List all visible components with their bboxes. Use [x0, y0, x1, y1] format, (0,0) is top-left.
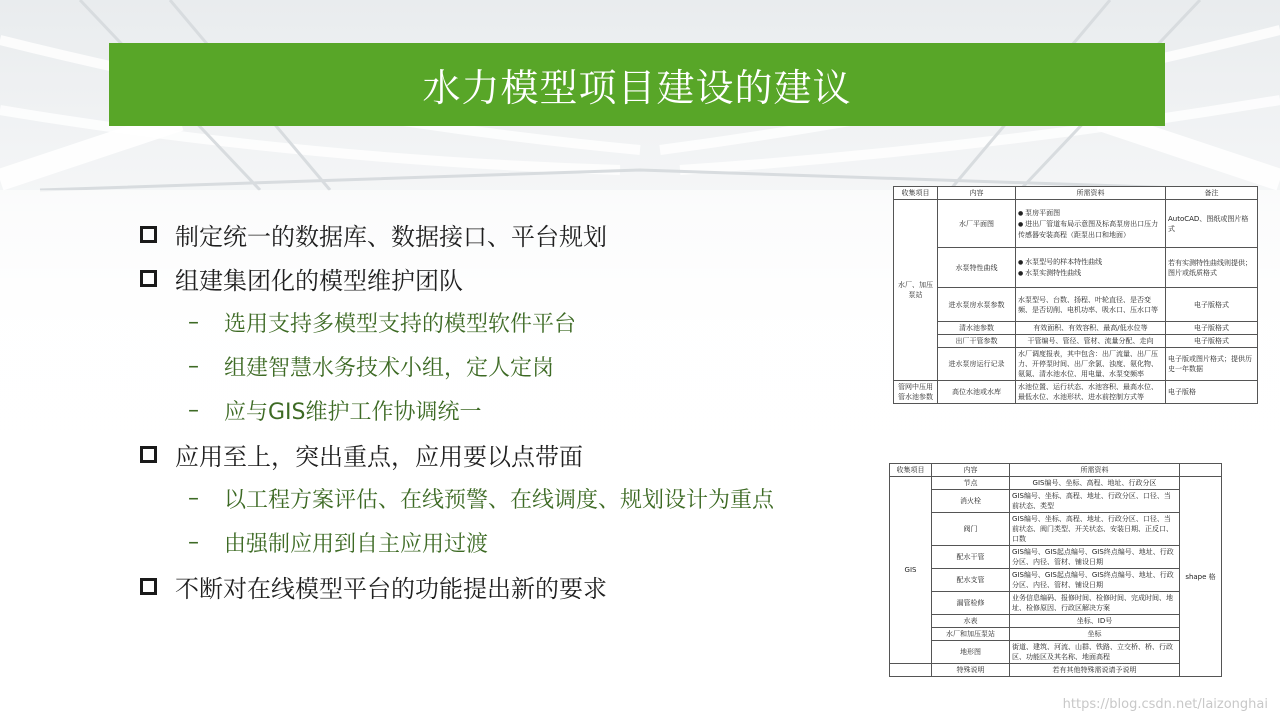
table-row: [890, 546, 1222, 569]
table-header-cell: 收集项目: [890, 464, 932, 477]
note-cell: 若有实测特性曲线则提供；图片或纸质格式: [1166, 248, 1258, 288]
table-row: [890, 664, 1222, 677]
content-cell: 地形图: [932, 641, 1010, 664]
table-header-row: [890, 464, 1222, 477]
dash-bullet-icon: –: [188, 309, 199, 335]
hollow-square-bullet-icon: [140, 226, 157, 243]
table-row: [890, 615, 1222, 628]
bullet-text: 不断对在线模型平台的功能提出新的要求: [175, 574, 607, 603]
data-cell: GIS编号、坐标、高程、地址、行政分区: [1010, 477, 1180, 490]
content-cell: 高位水池或水库: [938, 381, 1016, 404]
table-header-cell: 内容: [932, 464, 1010, 477]
content-cell: 出厂干管参数: [938, 335, 1016, 348]
content-cell: 水泵特性曲线: [938, 248, 1016, 288]
data-cell: 水泵型号、台数、扬程、叶轮直径、是否变频、是否切削、电机功率、吸水口、压水口等: [1016, 288, 1166, 322]
data-cell: 若有其他特殊需说请予说明: [1010, 664, 1180, 677]
content-cell: 水表: [932, 615, 1010, 628]
sub-bullet-item: [140, 300, 860, 344]
bullet-item: [140, 212, 860, 256]
dash-bullet-icon: –: [188, 529, 199, 555]
sub-bullet-item: [140, 388, 860, 432]
table-row: [890, 477, 1222, 490]
dash-bullet-icon: –: [188, 485, 199, 511]
data-cell: GIS编号、坐标、高程、地址、行政分区、口径、当前状态、类型: [1010, 490, 1180, 513]
page-title: 水力模型项目建设的建议: [422, 66, 852, 110]
content-cell: 清水池参数: [938, 322, 1016, 335]
table-row: [890, 569, 1222, 592]
sub-bullet-text: 应与GIS维护工作协调统一: [224, 399, 482, 425]
sub-bullet-item: [140, 520, 860, 564]
content-cell: 进水泵房运行记录: [938, 348, 1016, 381]
table-row: [890, 641, 1222, 664]
empty-cell: [890, 664, 932, 677]
table-row: [894, 200, 1258, 248]
title-bar: [109, 43, 1165, 126]
table-row: [894, 288, 1258, 322]
hollow-square-bullet-icon: [140, 578, 157, 595]
sub-bullet-item: [140, 476, 860, 520]
content-cell: 配水支管: [932, 569, 1010, 592]
table-row: [894, 348, 1258, 381]
dash-bullet-icon: –: [188, 353, 199, 379]
table-row: [890, 490, 1222, 513]
bullet-text: 应用至上，突出重点，应用要以点带面: [175, 442, 583, 471]
list-item: ● 水泵型号的样本特性曲线: [1018, 257, 1163, 268]
hollow-square-bullet-icon: [140, 446, 157, 463]
bullet-item: [140, 432, 860, 476]
content-cell: 阀门: [932, 513, 1010, 546]
data-cell: GIS编号、坐标、高程、地址、行政分区、口径、当前状态、阀门类型、开关状态、安装日期、正反口、口数: [1010, 513, 1180, 546]
list-item: ● 泵房平面图: [1018, 208, 1163, 219]
data-cell: 业务信息编码、报修时间、检修时间、完成时间、地址、检修原因、行政区解决方案: [1010, 592, 1180, 615]
watermark: https://blog.csdn.net/laizonghai: [1062, 697, 1268, 712]
data-cell: 坐标、ID号: [1010, 615, 1180, 628]
plant-data-table: [893, 186, 1258, 404]
table-header-cell: 备注: [1166, 187, 1258, 200]
sub-bullet-text: 选用支持多模型支持的模型软件平台: [224, 311, 577, 337]
list-item: ● 进出厂管道布局示意图及标高泵房出口压力传感器安装高程（距泵出口和地面）: [1018, 219, 1163, 240]
table-header-cell: 内容: [938, 187, 1016, 200]
content-cell: 消火栓: [932, 490, 1010, 513]
hollow-square-bullet-icon: [140, 270, 157, 287]
table-header-cell: 所需资料: [1016, 187, 1166, 200]
bullet-item: [140, 564, 860, 608]
data-cell: GIS编号、GIS起点编号、GIS终点编号、地址、行政分区、内径、管材、铺设日期: [1010, 569, 1180, 592]
note-cell: 电子版格: [1166, 381, 1258, 404]
sub-bullet-text: 组建智慧水务技术小组，定人定岗: [224, 355, 555, 381]
content-cell: 漏管检修: [932, 592, 1010, 615]
table-header-cell: 收集项目: [894, 187, 938, 200]
dash-bullet-icon: –: [188, 397, 199, 423]
table-header-row: [894, 187, 1258, 200]
content-cell: 水厂和加压泵站: [932, 628, 1010, 641]
table-row: [890, 513, 1222, 546]
list-item: ● 水泵实测特性曲线: [1018, 268, 1163, 279]
bullet-text: 制定统一的数据库、数据接口、平台规划: [175, 222, 607, 251]
table-row: [890, 592, 1222, 615]
table-row: [894, 381, 1258, 404]
group-cell: 管网中压用管水池参数: [894, 381, 938, 404]
data-cell: 干管编号、管径、管材、流量分配、走向: [1016, 335, 1166, 348]
data-cell: 水厂调度报表，其中包含：出厂流量、出厂压力、开停泵时间、出厂余氯、浊度、氨化物、氨氮、清水池水位、用电量、水泵变频率: [1016, 348, 1166, 381]
data-cell: GIS编号、GIS起点编号、GIS终点编号、地址、行政分区、内径、管材、铺设日期: [1010, 546, 1180, 569]
content-cell: 特殊说明: [932, 664, 1010, 677]
table-row: [894, 322, 1258, 335]
table-row: [894, 335, 1258, 348]
group-cell: GIS: [890, 477, 932, 664]
content-cell: 进水泵房水泵参数: [938, 288, 1016, 322]
data-cell: 水池位置、运行状态、水池容积、最高水位、最低水位、水池形状、进水前控制方式等: [1016, 381, 1166, 404]
sub-bullet-text: 由强制应用到自主应用过渡: [224, 531, 489, 557]
table-row: [890, 628, 1222, 641]
sub-bullet-item: [140, 344, 860, 388]
bullet-item: [140, 256, 860, 300]
table-row: [894, 248, 1258, 288]
data-cell: [1016, 200, 1166, 248]
note-cell: AutoCAD、图纸或图片格式: [1166, 200, 1258, 248]
note-cell: 电子版格式: [1166, 322, 1258, 335]
data-cell: 坐标: [1010, 628, 1180, 641]
group-cell: 水厂、加压泵站: [894, 200, 938, 381]
table-header-cell: 所需资料: [1010, 464, 1180, 477]
bullet-list: [140, 212, 860, 608]
table-header-cell: [1180, 464, 1222, 477]
bullet-text: 组建集团化的模型维护团队: [175, 266, 463, 295]
content-cell: 节点: [932, 477, 1010, 490]
sub-bullet-text: 以工程方案评估、在线预警、在线调度、规划设计为重点: [224, 487, 775, 513]
gis-data-table: [889, 463, 1222, 677]
note-cell: 电子版格式: [1166, 335, 1258, 348]
note-cell: 电子版或图片格式；提供历史一年数据: [1166, 348, 1258, 381]
note-cell: 电子版格式: [1166, 288, 1258, 322]
data-cell: 街道、建筑、河流、山群、铁路、立交桥、桥、行政区、功能区及其名称、地面高程: [1010, 641, 1180, 664]
data-cell: [1016, 248, 1166, 288]
note-cell: shape 格: [1180, 477, 1222, 677]
content-cell: 配水干管: [932, 546, 1010, 569]
content-cell: 水厂平面图: [938, 200, 1016, 248]
data-cell: 有效面积、有效容积、最高/低水位等: [1016, 322, 1166, 335]
